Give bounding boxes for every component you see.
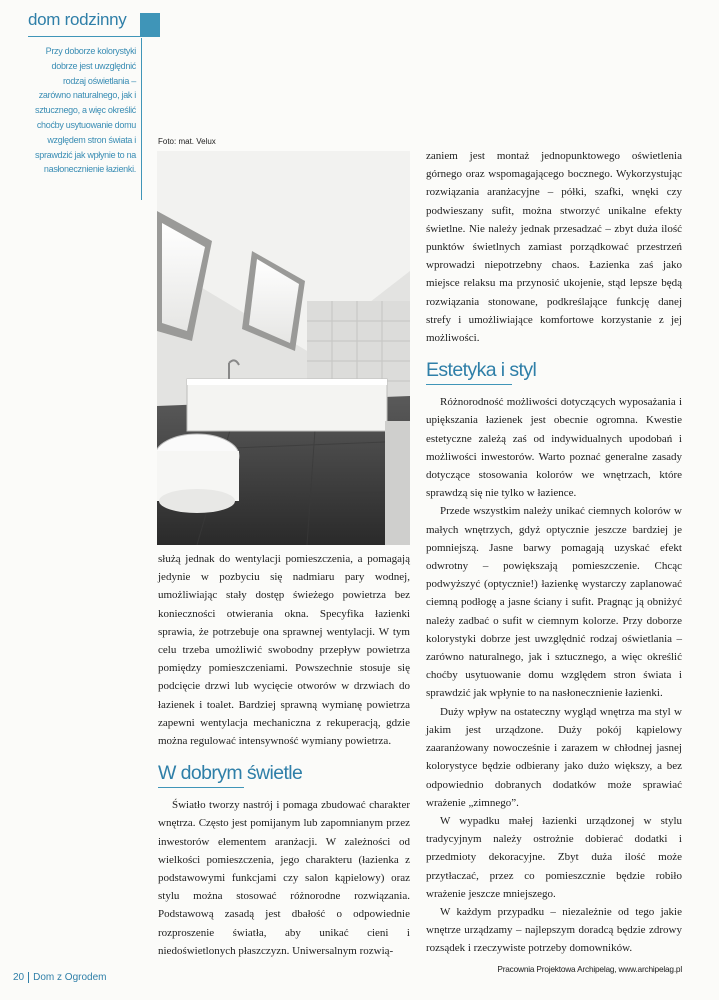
author-signature: Pracownia Projektowa Archipelag, www.archipelag.pl [497,963,682,974]
paragraph: Różnorodność możliwości dotyczących wyposażania i upiększania łazienek jest obecnie ogromna. Kwestie estetyczne zależą zaś od indywidualnych upodobań i możliwości inwestorów. Warto poznać generalne zasady dotyczące stosowania kolorów we wnętrzach, które sprawdzą się nie tylko w łazience. [426,396,682,500]
section-title-rule [28,36,140,37]
photo-credit: Foto: mat. Velux [158,137,216,146]
page-number: 20 [13,972,25,984]
paragraph: W wypadku małej łazienki urządzonej w stylu tradycyjnym należy ostrożnie dobierać dodatki i przedmioty dekoracyjne. Zbyt duża ilość może przytłaczać, przez co pomieszcznie będzie robiło wrażenie jeszcze mniejszego. [426,814,682,900]
left-column [158,550,410,960]
paragraph: Przede wszystkim należy unikać ciemnych kolorów w małych wnętrzych, gdyż optycznie jeszcze bardziej je pomniejszą. Jasne barwy pomagają uzyskać efekt odwrotny – powiększają pomieszczenie. Chcąc podwyższyć (optycznie!) łazienkę wystarczy zaplanować ciemną podłogę a jasne ściany i sufit. Pragnąc ją obniżyć należy zadbać o sufit w ciemnym kolorze. Przy doborze kolorystyki dobrze jest uwzględnić rodzaj oświetlania – zarówno naturalnego, jak i sztucznego, a więc określić choćby usytuowanie domu względem stron świata i sprawdzić jak wpłynie to na nasłonecznienie łazienki. [426,505,682,700]
pull-quote: Przy doborze kolorystyki dobrze jest uwzględnić rodzaj oświetlania – zarówno naturalnego, jak i sztucznego, a więc określić choćby usytuowanie domu względem stron świata i sprawdzić jak wpłynie to na nasłonecznienie łazienki. [35,46,136,175]
heading-lighting: W dobrym świetle [158,762,410,788]
paragraph: W każdym przypadku – niezależnie od tego jakie wnętrze urządzamy – najlepszym doradcą będzie zdrowy rozsądek i rzeczywiste potrzeby domowników. [426,905,682,955]
paragraph: zaniem jest montaż jednopunktowego oświetlenia górnego oraz wspomagającego bocznego. Wykorzystując rozwiązania aranżacyjne – półki, szafki, wnęki czy podwieszany sufit, można stworzyć unikalne efekty świetlne. Nie należy jednak przesadzać – zbyt duża ilość punktów świetlnych zamiast porządkować przestrzeń wprowadzi niepotrzebny chaos. Łazienka zaś jako miejsce relaksu ma przynosić ukojenie, stąd lepsze będą rozwiązania stonowane, podkreślające funkcję danej strefy i umożliwiające komfortowe korzystanie z jej możliwości. [426,150,682,345]
paragraph: służą jednak do wentylacji pomieszczenia, a pomagają jedynie w pozbyciu się nadmiaru pary wodnej, umożliwiając stały dostęp świeżego powietrza bez konieczności otwierania okna. Specyfika łazienki sprawia, że potrzebuje ona sprawnej wentylacji. W tym celu trzeba umożliwić swobodny przepływ powietrza pomiędzy pomieszczeniami. Powszechnie stosuje się podcięcie drzwi lub wycięcie otworów w drzwiach do łazienek i toalet. Bardziej sprawną wymianę powietrza zapewni wentylacja mechaniczna z rekuperacją, gdzie można regulować intensywność wymiany powietrza. [158,553,410,748]
section-marker-square [140,13,160,37]
page-footer [13,972,106,983]
bathroom-photo [157,151,410,545]
paragraph: Światło tworzy nastrój i pomaga zbudować charakter wnętrza. Często jest pomijanym lub zapomnianym przez inwestorów elementem aranżacji. W zależności od wielkości pomieszczenia, jego charakteru (łazienka z podstawowymi funkcjami czy salon kąpielowy) oraz stylu można stosować różnorodne rozwiązania. Podstawową zasadą jest dbałość o odpowiednie rozproszenie światła, aby unikać cieni i niedoświetlonych płaszczyzn. Uniwersalnym rozwią- [158,799,410,957]
paragraph: Duży wpływ na ostateczny wygląd wnętrza ma styl w jakim jest urządzone. Duży pokój kąpielowy zaaranżowany nowocześnie i zarazem w chłodnej jasnej kolorystyce będzie odbierany jako dużo większy, a bez odpowiednio dobranych dodatków może sprawiać wrażenie „zimnego”. [426,705,682,809]
heading-aesthetics: Estetyka i styl [426,359,682,385]
section-title: dom rodzinny [28,10,127,29]
magazine-name: Dom z Ogrodem [33,972,107,984]
right-column [426,147,682,978]
pull-quote-rule [141,38,142,200]
footer-divider [28,972,29,983]
